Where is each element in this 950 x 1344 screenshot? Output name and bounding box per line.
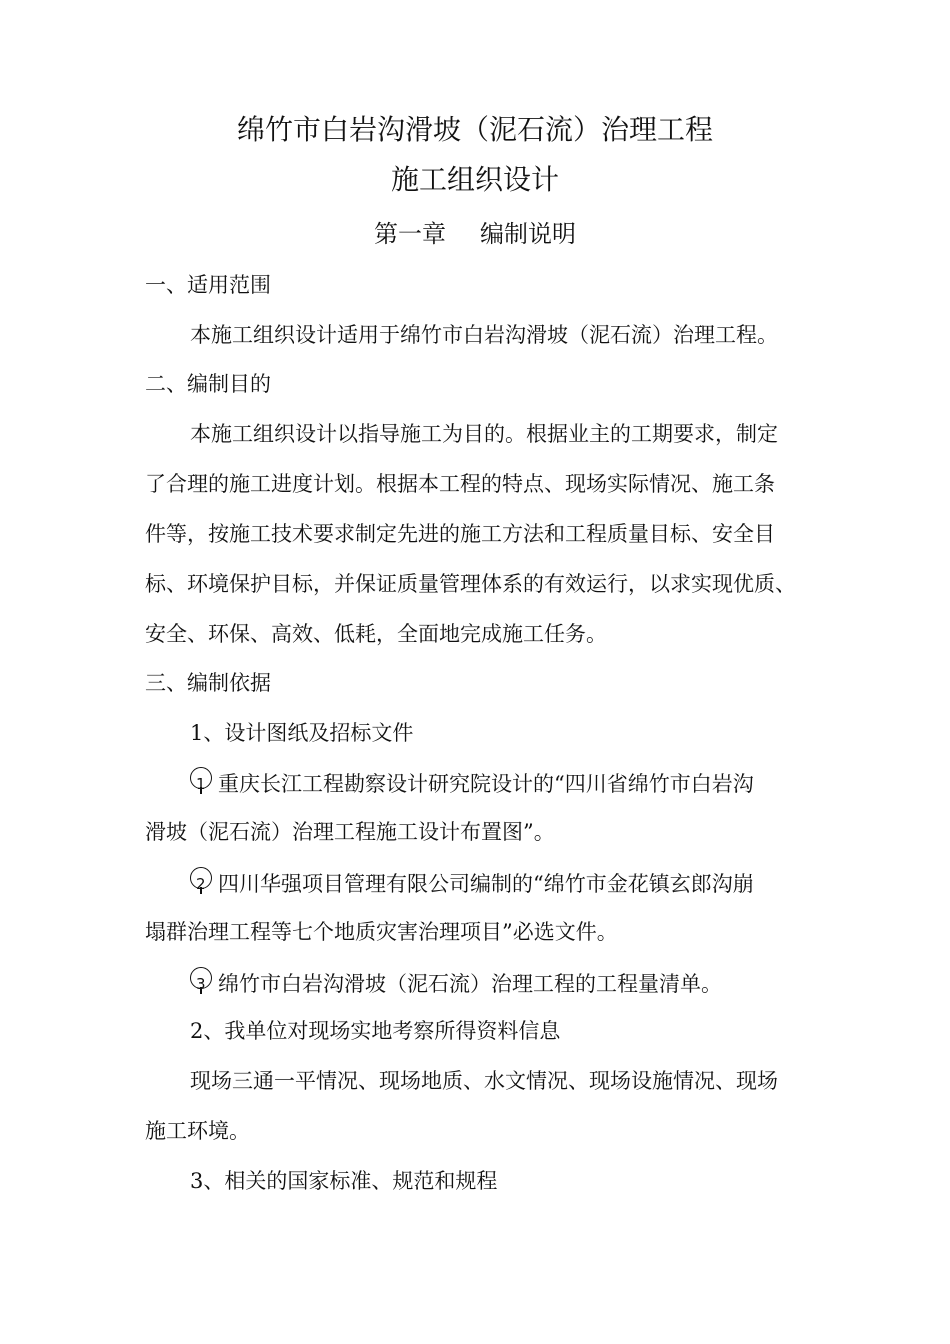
- chapter-label: 第一章: [374, 220, 446, 248]
- site-survey-line: 施工环境。: [145, 1119, 250, 1143]
- subsection-heading-site-survey: 2、我单位对现场实地考察所得资料信息: [190, 1019, 561, 1043]
- document-subtitle: 施工组织设计: [390, 163, 559, 196]
- numbered-circle-icon: 2: [190, 867, 212, 889]
- section-heading-purpose: 二、编制目的: [145, 372, 271, 396]
- basis-item-2-continued: 塌群治理工程等七个地质灾害治理项目”必选文件。: [145, 920, 618, 944]
- site-survey-line: 现场三通一平情况、现场地质、水文情况、现场设施情况、现场: [190, 1069, 778, 1093]
- section-heading-scope: 一、适用范围: [145, 273, 271, 297]
- basis-item-2: 2 四川华强项目管理有限公司编制的“绵竹市金花镇玄郎沟崩: [190, 867, 754, 899]
- numbered-circle-icon: 1: [190, 767, 212, 789]
- chapter-heading: [0, 214, 950, 254]
- purpose-line: 件等，按施工技术要求制定先进的施工方法和工程质量目标、安全目: [145, 522, 775, 546]
- purpose-line: 本施工组织设计以指导施工为目的。根据业主的工期要求，制定: [190, 422, 778, 446]
- basis-item-1: 1 重庆长江工程勘察设计研究院设计的“四川省绵竹市白岩沟: [190, 767, 754, 799]
- basis-item-3: 3 绵竹市白岩沟滑坡（泥石流）治理工程的工程量清单。: [190, 967, 722, 999]
- section-heading-basis: 三、编制依据: [145, 671, 271, 695]
- scope-paragraph: 本施工组织设计适用于绵竹市白岩沟滑坡（泥石流）治理工程。: [190, 323, 778, 347]
- purpose-line: 标、环境保护目标，并保证质量管理体系的有效运行，以求实现优质、: [145, 572, 796, 596]
- basis-item-1-continued: 滑坡（泥石流）治理工程施工设计布置图”。: [145, 820, 555, 844]
- purpose-line: 安全、环保、高效、低耗，全面地完成施工任务。: [145, 622, 607, 646]
- document-title: 绵竹市白岩沟滑坡（泥石流）治理工程: [236, 113, 713, 146]
- subsection-heading-standards: 3、相关的国家标准、规范和规程: [190, 1169, 498, 1193]
- purpose-line: 了合理的施工进度计划。根据本工程的特点、现场实际情况、施工条: [145, 472, 775, 496]
- numbered-circle-icon: 3: [190, 967, 212, 989]
- chapter-title: 编制说明: [480, 220, 576, 248]
- subsection-heading-drawings: 1、设计图纸及招标文件: [190, 721, 414, 745]
